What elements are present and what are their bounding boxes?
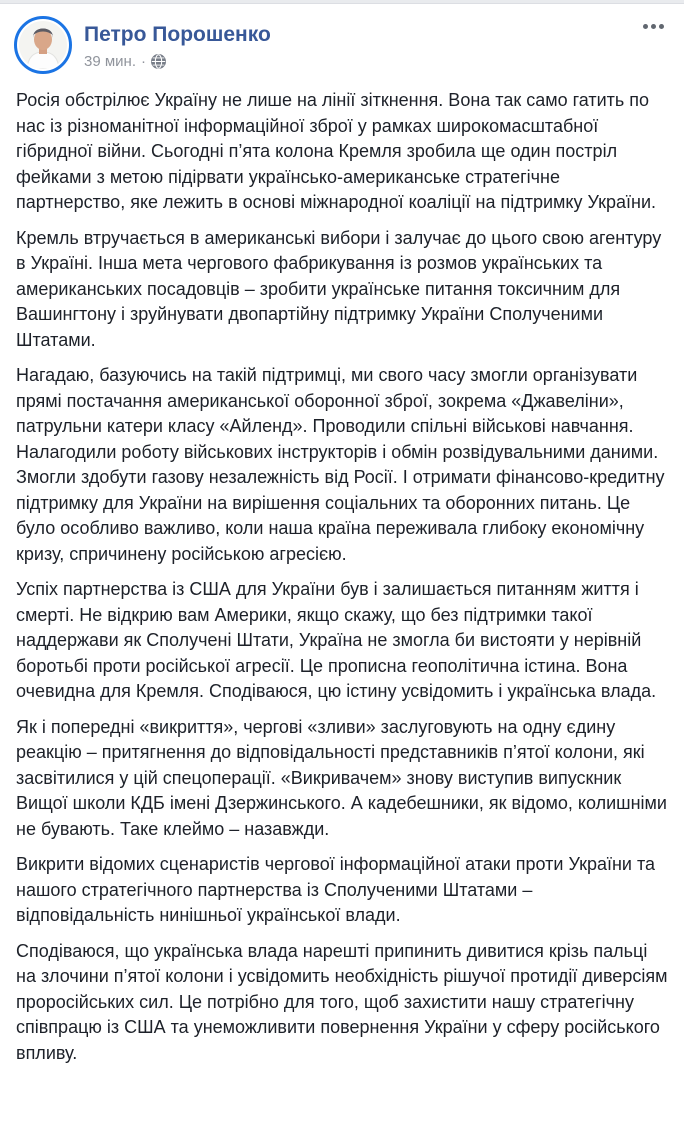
post-paragraph: Як і попередні «викриття», чергові «зливи» заслуговують на одну єдину реакцію – притягнення до відповідальності представників п’ятої колони, які засвітилися у цій спецоперації. «Викривачем» знову виступив випускник Вищої школи КДБ імені Дзержинського. А кадебешники, як відомо, колишніми не бувають. Таке клеймо – назавжди. xyxy=(16,716,667,839)
author-avatar[interactable] xyxy=(14,16,72,74)
post-meta-row xyxy=(84,53,271,70)
post-paragraph: Кремль втручається в американські вибори і залучає до цього свою агентуру в Україні. Інша мета чергового фабрикування із розмов українських та американських посадовців – зробити українське питання токсичним для Вашингтону і зруйнувати двопартійну підтримку України Сполученими Штатами. xyxy=(16,227,662,350)
post-paragraph: Нагадаю, базуючись на такій підтримці, ми свого часу змогли організувати прямі постачання американської оборонної зброї, зокрема «Джавеліни», патрульни катери класу «Айленд». Проводили спільні військові навчання. Налагодили роботу військових інструкторів і обмін розвідувальними даними. Змогли здобути газову незалежність від Росії. І отримати фінансово-кредитну підтримку для України на вирішення соціальних та оборонних питань. Це було особливо важливо, коли наша країна переживала глибоку економічну кризу, спричинену російською агресією. xyxy=(16,365,665,564)
post-timestamp[interactable]: 39 мин. xyxy=(84,52,136,70)
meta-separator: · xyxy=(141,52,146,70)
post-paragraph: Успіх партнерства із США для України був і залишається питанням життя і смерті. Не відкрию вам Америки, якщо скажу, що без підтримки такої наддержави як Сполучені Штати, Україна не змогла би вистояти у нерівній боротьбі проти російської агресії. Це прописна геополітична істина. Вона очевидна для Кремля. Сподіваюся, цю істину усвідомить і українська влада. xyxy=(16,579,657,701)
ellipsis-icon xyxy=(659,24,664,29)
author-name-link[interactable]: Петро Порошенко xyxy=(84,23,271,47)
post-header-info xyxy=(84,20,271,69)
post-paragraph: Сподіваюся, що українська влада нарешті припинить дивитися крізь пальці на злочини п’ятої колони і усвідомить необхідність рішучої протидії диверсіям проросійських сил. Це потрібно для того, щоб захистити нашу стратегічну співпрацю із США та унеможливити повернення України у сферу російського впливу. xyxy=(16,940,668,1063)
ellipsis-icon xyxy=(651,24,656,29)
person-avatar-image xyxy=(19,21,67,69)
post-paragraph: Викрити відомих сценаристів чергової інформаційної атаки проти України та нашого стратегічного партнерства із Сполученими Штатами – відповідальність нинішньої української влади. xyxy=(16,854,656,925)
facebook-post-card xyxy=(0,4,684,1080)
more-options-button[interactable] xyxy=(641,18,666,35)
globe-icon xyxy=(151,54,166,69)
ellipsis-icon xyxy=(643,24,648,29)
post-body-text xyxy=(0,78,684,1080)
post-paragraph: Росія обстрілює Україну не лише на лінії зіткнення. Вона так само гатить по нас із різноманітної інформаційної зброї у рамках широкомасштабної гібридної війни. Сьогодні п’ята колона Кремля зробила ще один постріл фейками з метою підірвати українсько-американське стратегічне партнерство, яке лежить в основі міжнародної коаліції на підтримку України. xyxy=(16,90,656,212)
post-header xyxy=(0,4,684,78)
